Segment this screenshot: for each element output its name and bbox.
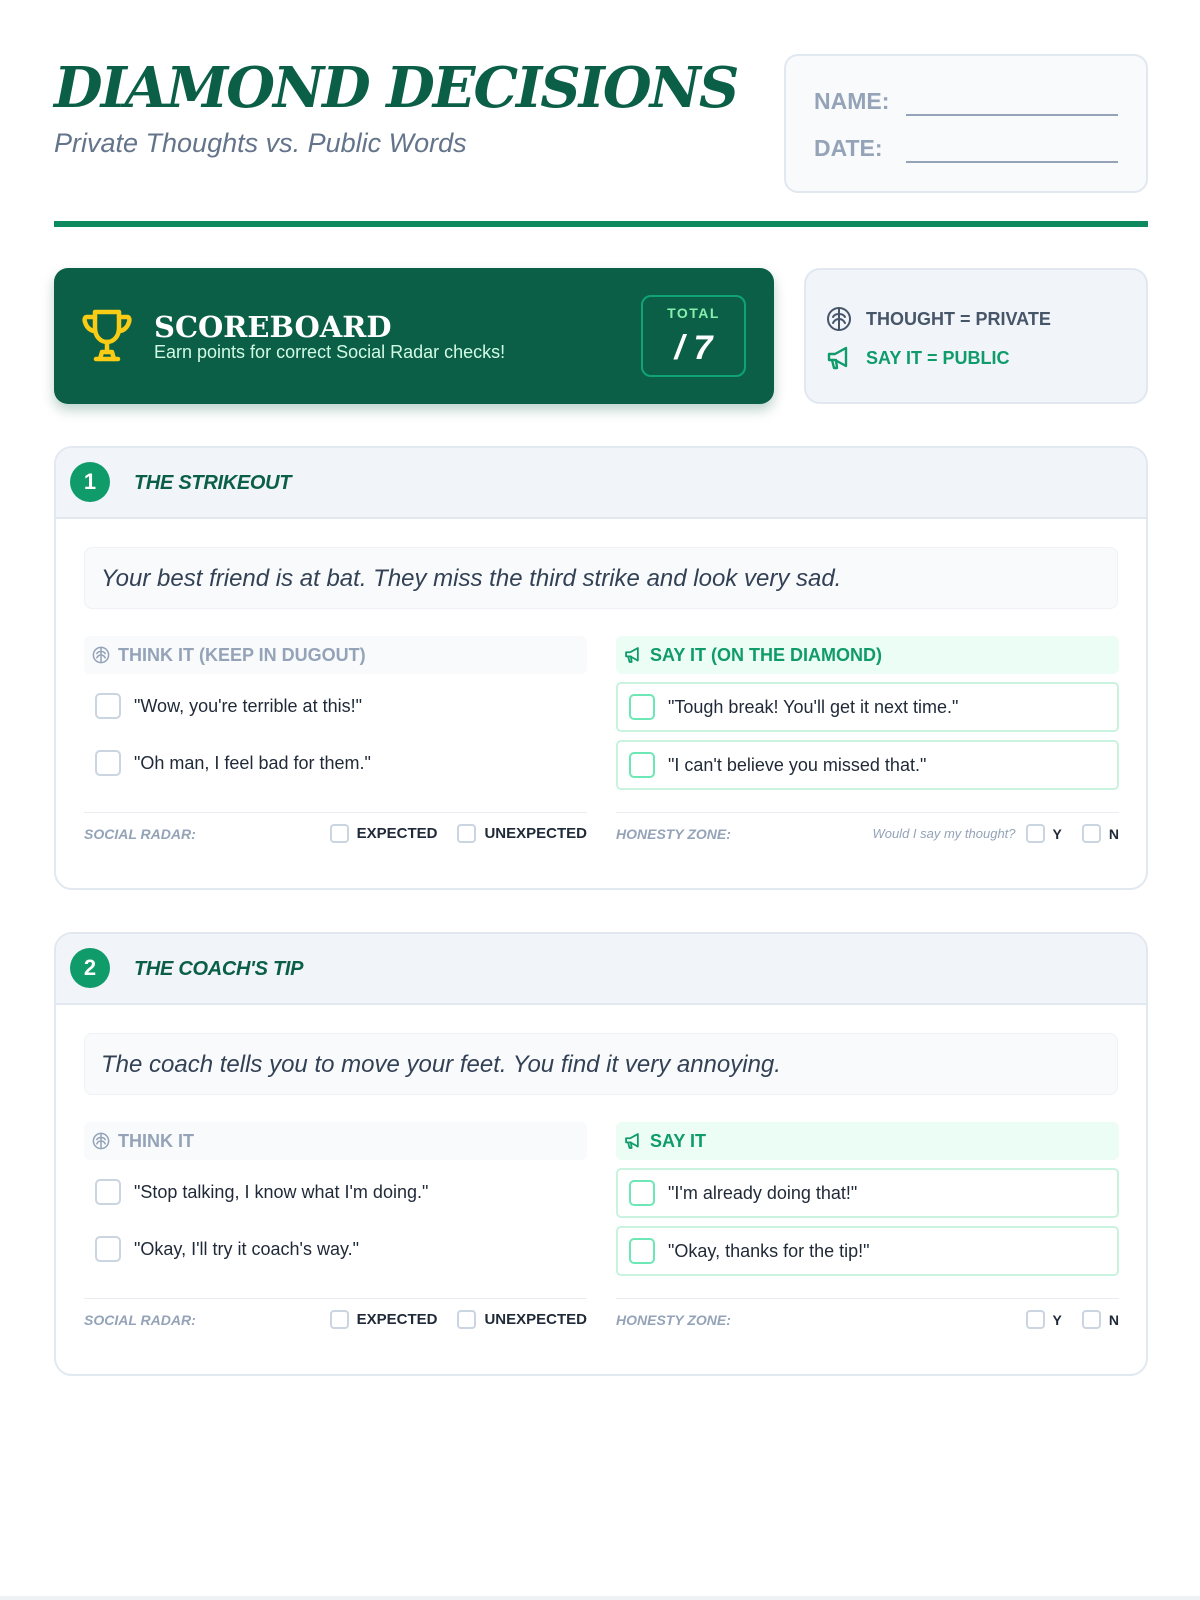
think-option[interactable]	[84, 1167, 587, 1217]
think-header	[84, 1122, 587, 1160]
name-date-box	[784, 54, 1148, 193]
legend-thought	[826, 304, 1051, 334]
say-header	[616, 1122, 1119, 1160]
scoreboard-panel	[54, 268, 774, 404]
option-text: "Tough break! You'll get it next time."	[668, 696, 959, 717]
think-option[interactable]	[84, 681, 587, 731]
honesty-zone-label: HONESTY ZONE:	[616, 1311, 731, 1328]
think-option[interactable]	[84, 1224, 587, 1274]
name-row	[814, 80, 1118, 120]
scenario-card	[54, 446, 1148, 890]
think-option[interactable]	[84, 738, 587, 788]
yes-checkbox[interactable]	[1026, 824, 1045, 843]
social-radar-row	[84, 1298, 587, 1340]
header-divider	[54, 221, 1148, 227]
page-title: DIAMOND DECISIONS	[54, 55, 738, 121]
scoreboard-title: SCOREBOARD	[154, 310, 392, 344]
say-header-label: SAY IT (ON THE DIAMOND)	[650, 644, 883, 665]
card-number: 2	[70, 948, 110, 988]
total-score: / 7	[674, 329, 713, 367]
honesty-zone-row	[616, 1298, 1119, 1340]
say-option[interactable]	[616, 740, 1119, 790]
card-title: THE STRIKEOUT	[134, 472, 292, 494]
say-header-label: SAY IT	[650, 1130, 707, 1151]
page-subtitle: Private Thoughts vs. Public Words	[54, 128, 467, 158]
option-text: "Okay, I'll try it coach's way."	[134, 1238, 360, 1259]
unexpected-checkbox[interactable]	[457, 824, 476, 843]
option-checkbox[interactable]	[95, 750, 121, 776]
megaphone-icon	[624, 1132, 642, 1150]
honesty-zone-label: HONESTY ZONE:	[616, 825, 731, 842]
unexpected-checkbox[interactable]	[457, 1310, 476, 1329]
scenario-text: Your best friend is at bat. They miss the third strike and look very sad.	[84, 547, 1118, 609]
option-checkbox[interactable]	[629, 694, 655, 720]
say-column	[616, 636, 1119, 790]
page-bottom-edge	[0, 1596, 1200, 1600]
date-field[interactable]	[906, 161, 1118, 163]
say-column	[616, 1122, 1119, 1276]
total-label: TOTAL	[667, 305, 720, 321]
option-text: "Okay, thanks for the tip!"	[668, 1240, 870, 1261]
legend-thought-label: THOUGHT = PRIVATE	[866, 308, 1051, 329]
think-column	[84, 636, 587, 788]
date-label: DATE:	[814, 135, 883, 161]
honesty-question: Would I say my thought?	[872, 826, 1016, 841]
option-text: "I can't believe you missed that."	[668, 754, 927, 775]
option-checkbox[interactable]	[629, 752, 655, 778]
yes-label: Y	[1052, 1311, 1062, 1328]
card-title: THE COACH'S TIP	[134, 958, 304, 980]
date-row	[814, 127, 1118, 167]
honesty-zone-row	[616, 812, 1119, 854]
unexpected-label: UNEXPECTED	[484, 825, 587, 842]
megaphone-icon	[826, 345, 852, 371]
megaphone-icon	[624, 646, 642, 664]
legend-panel	[804, 268, 1148, 404]
no-label: N	[1108, 1311, 1119, 1328]
option-checkbox[interactable]	[95, 693, 121, 719]
think-header-label: THINK IT	[118, 1130, 194, 1151]
scoreboard-subtitle: Earn points for correct Social Radar checks!	[154, 342, 506, 362]
no-checkbox[interactable]	[1082, 1310, 1101, 1329]
legend-say	[826, 343, 1010, 373]
scenario-card	[54, 932, 1148, 1376]
think-header-label: THINK IT (KEEP IN DUGOUT)	[118, 644, 366, 665]
option-checkbox[interactable]	[629, 1180, 655, 1206]
say-option[interactable]	[616, 1168, 1119, 1218]
social-radar-label: SOCIAL RADAR:	[84, 1311, 196, 1328]
brain-icon	[92, 646, 110, 664]
card-header	[56, 448, 1146, 519]
scenario-text: The coach tells you to move your feet. You find it very annoying.	[84, 1033, 1118, 1095]
think-column	[84, 1122, 587, 1274]
expected-checkbox[interactable]	[330, 1310, 349, 1329]
worksheet-header	[54, 54, 1148, 228]
no-checkbox[interactable]	[1082, 824, 1101, 843]
brain-icon	[92, 1132, 110, 1150]
name-label: NAME:	[814, 88, 890, 114]
option-text: "Stop talking, I know what I'm doing."	[134, 1181, 429, 1202]
option-text: "Oh man, I feel bad for them."	[134, 752, 371, 773]
say-option[interactable]	[616, 682, 1119, 732]
say-header	[616, 636, 1119, 674]
option-checkbox[interactable]	[629, 1238, 655, 1264]
card-number: 1	[70, 462, 110, 502]
say-option[interactable]	[616, 1226, 1119, 1276]
think-header	[84, 636, 587, 674]
expected-label: EXPECTED	[356, 825, 438, 842]
yes-checkbox[interactable]	[1026, 1310, 1045, 1329]
total-score-box	[641, 295, 746, 377]
legend-say-label: SAY IT = PUBLIC	[866, 347, 1010, 368]
yes-label: Y	[1052, 825, 1062, 842]
brain-icon	[826, 306, 852, 332]
expected-checkbox[interactable]	[330, 824, 349, 843]
social-radar-row	[84, 812, 587, 854]
trophy-icon	[80, 308, 134, 364]
social-radar-label: SOCIAL RADAR:	[84, 825, 196, 842]
option-text: "Wow, you're terrible at this!"	[134, 695, 362, 716]
no-label: N	[1108, 825, 1119, 842]
card-header	[56, 934, 1146, 1005]
option-text: "I'm already doing that!"	[668, 1182, 858, 1203]
option-checkbox[interactable]	[95, 1236, 121, 1262]
expected-label: EXPECTED	[356, 1311, 438, 1328]
name-field[interactable]	[906, 114, 1118, 116]
option-checkbox[interactable]	[95, 1179, 121, 1205]
unexpected-label: UNEXPECTED	[484, 1311, 587, 1328]
